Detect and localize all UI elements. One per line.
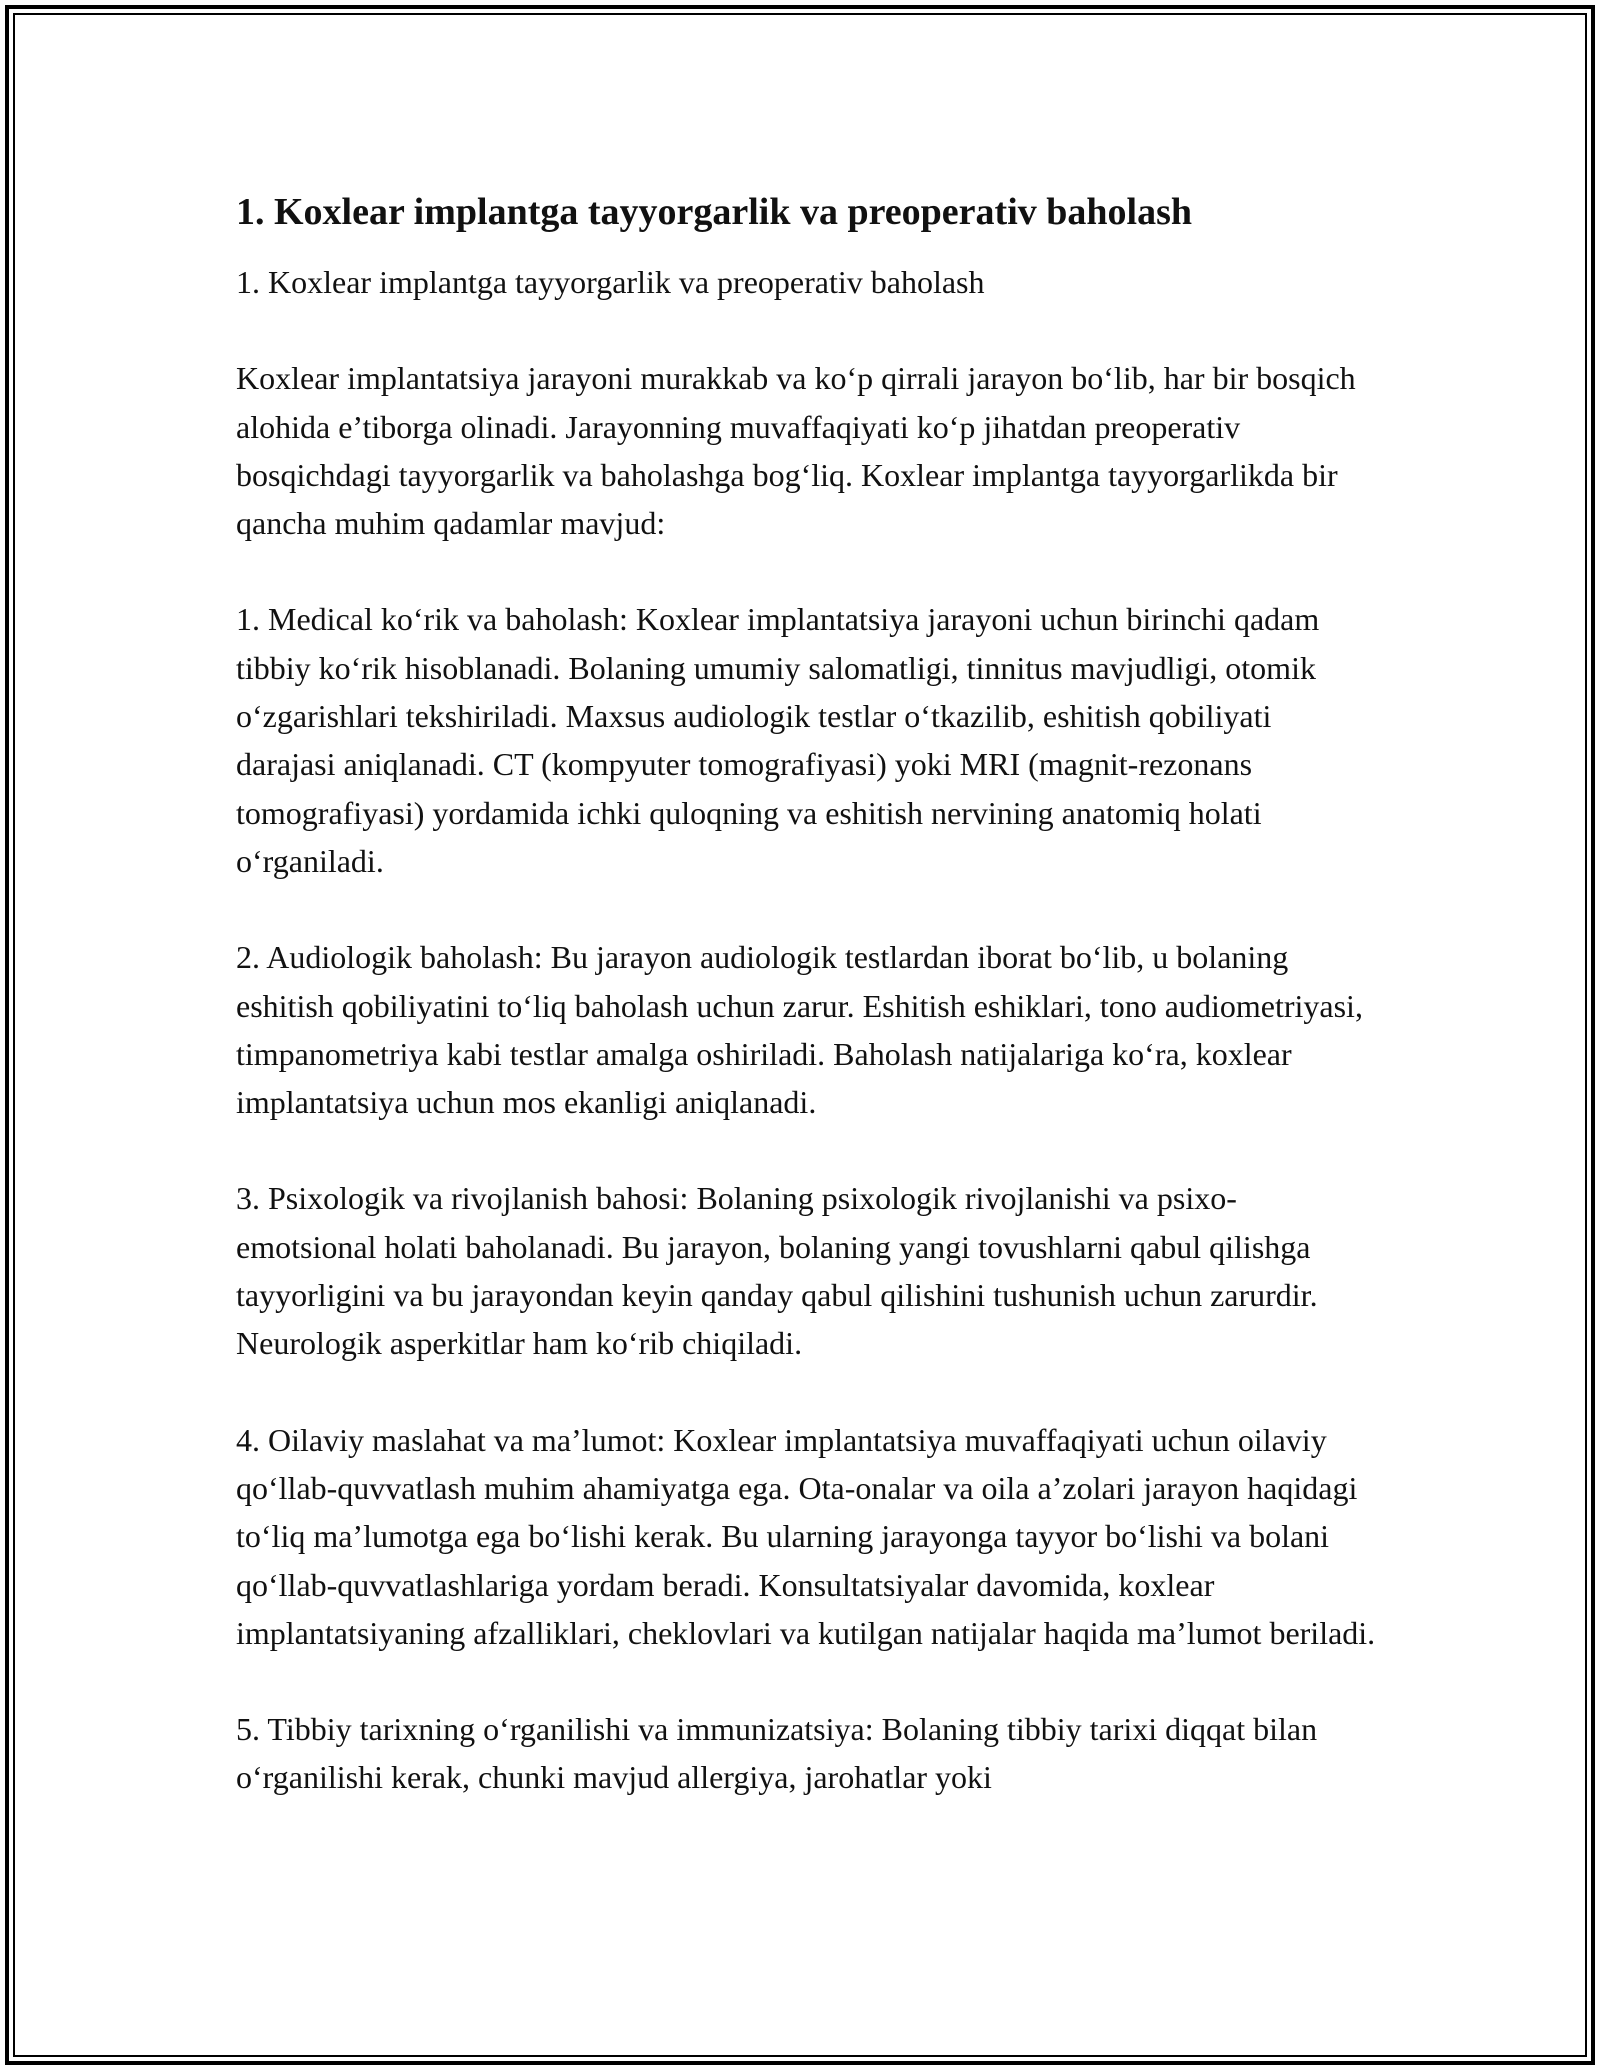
paragraph-intro: Koxlear implantatsiya jarayoni murakkab va ko‘p qirrali jarayon bo‘lib, har bir bosqich alohida e’tiborga olinadi. Jarayonning muvaffaqiyati ko‘p jihatdan preoperativ bosqichdagi tayyorgarlik va baholashga bog‘liq. Koxlear implantga tayyorgarlikda bir qancha muhim qadamlar mavjud: — [236, 360, 1356, 542]
paragraph-medical-exam: 1. Medical ko‘rik va baholash: Koxlear implantatsiya jarayoni uchun birinchi qadam tibbiy ko‘rik hisoblanadi. Bolaning umumiy salomatligi, tinnitus mavjudligi, otomik o‘zgarishlari tekshiriladi. Maxsus audiologik testlar o‘tkazilib, eshitish qobiliyati darajasi aniqlanadi. CT (kompyuter tomografiyasi) yoki MRI (magnit-rezonans tomografiyasi) yordamida ichki quloqning va eshitish nervining anatomiq holati o‘rganiladi. — [236, 601, 1320, 879]
paragraph-medical-history: 5. Tibbiy tarixning o‘rganilishi va immunizatsiya: Bolaning tibbiy tarixi diqqat bilan o‘rganilishi kerak, chunki mavjud allergiya, jarohatlar yoki — [236, 1711, 1318, 1796]
document-heading: 1. Koxlear implantga tayyorgarlik va preoperativ baholash — [236, 191, 1192, 233]
paragraph-audiology: 2. Audiologik baholash: Bu jarayon audiologik testlardan iborat bo‘lib, u bolaning eshitish qobiliyatini to‘liq baholash uchun zarur. Eshitish eshiklari, tono audiometriyasi, timpanometriya kabi testlar amalga oshiriladi. Baholash natijalariga ko‘ra, koxlear implantatsiya uchun mos ekanligi aniqlanadi. — [236, 939, 1363, 1121]
paragraph-subtitle: 1. Koxlear implantga tayyorgarlik va preoperativ baholash — [236, 264, 985, 300]
paragraph-psychology: 3. Psixologik va rivojlanish bahosi: Bolaning psixologik rivojlanishi va psixo-emotsional holati baholanadi. Bu jarayon, bolaning yangi tovushlarni qabul qilishga tayyorligini va bu jarayondan keyin qanday qabul qilishini tushunish uchun zarurdir. Neurologik asperkitlar ham ko‘rib chiqiladi. — [236, 1180, 1318, 1362]
paragraph-family-counseling: 4. Oilaviy maslahat va ma’lumot: Koxlear implantatsiya muvaffaqiyati uchun oilaviy qo‘llab-quvvatlash muhim ahamiyatga ega. Ota-onalar va oila a’zolari jarayon haqidagi to‘liq ma’lumotga ega bo‘lishi kerak. Bu ularning jarayonga tayyor bo‘lishi va bolani qo‘llab-quvvatlashlariga yordam beradi. Konsultatsiyalar davomida, koxlear implantatsiyaning afzalliklari, cheklovlari va kutilgan natijalar haqida ma’lumot beriladi. — [236, 1421, 1376, 1651]
document-body — [236, 186, 1376, 1802]
